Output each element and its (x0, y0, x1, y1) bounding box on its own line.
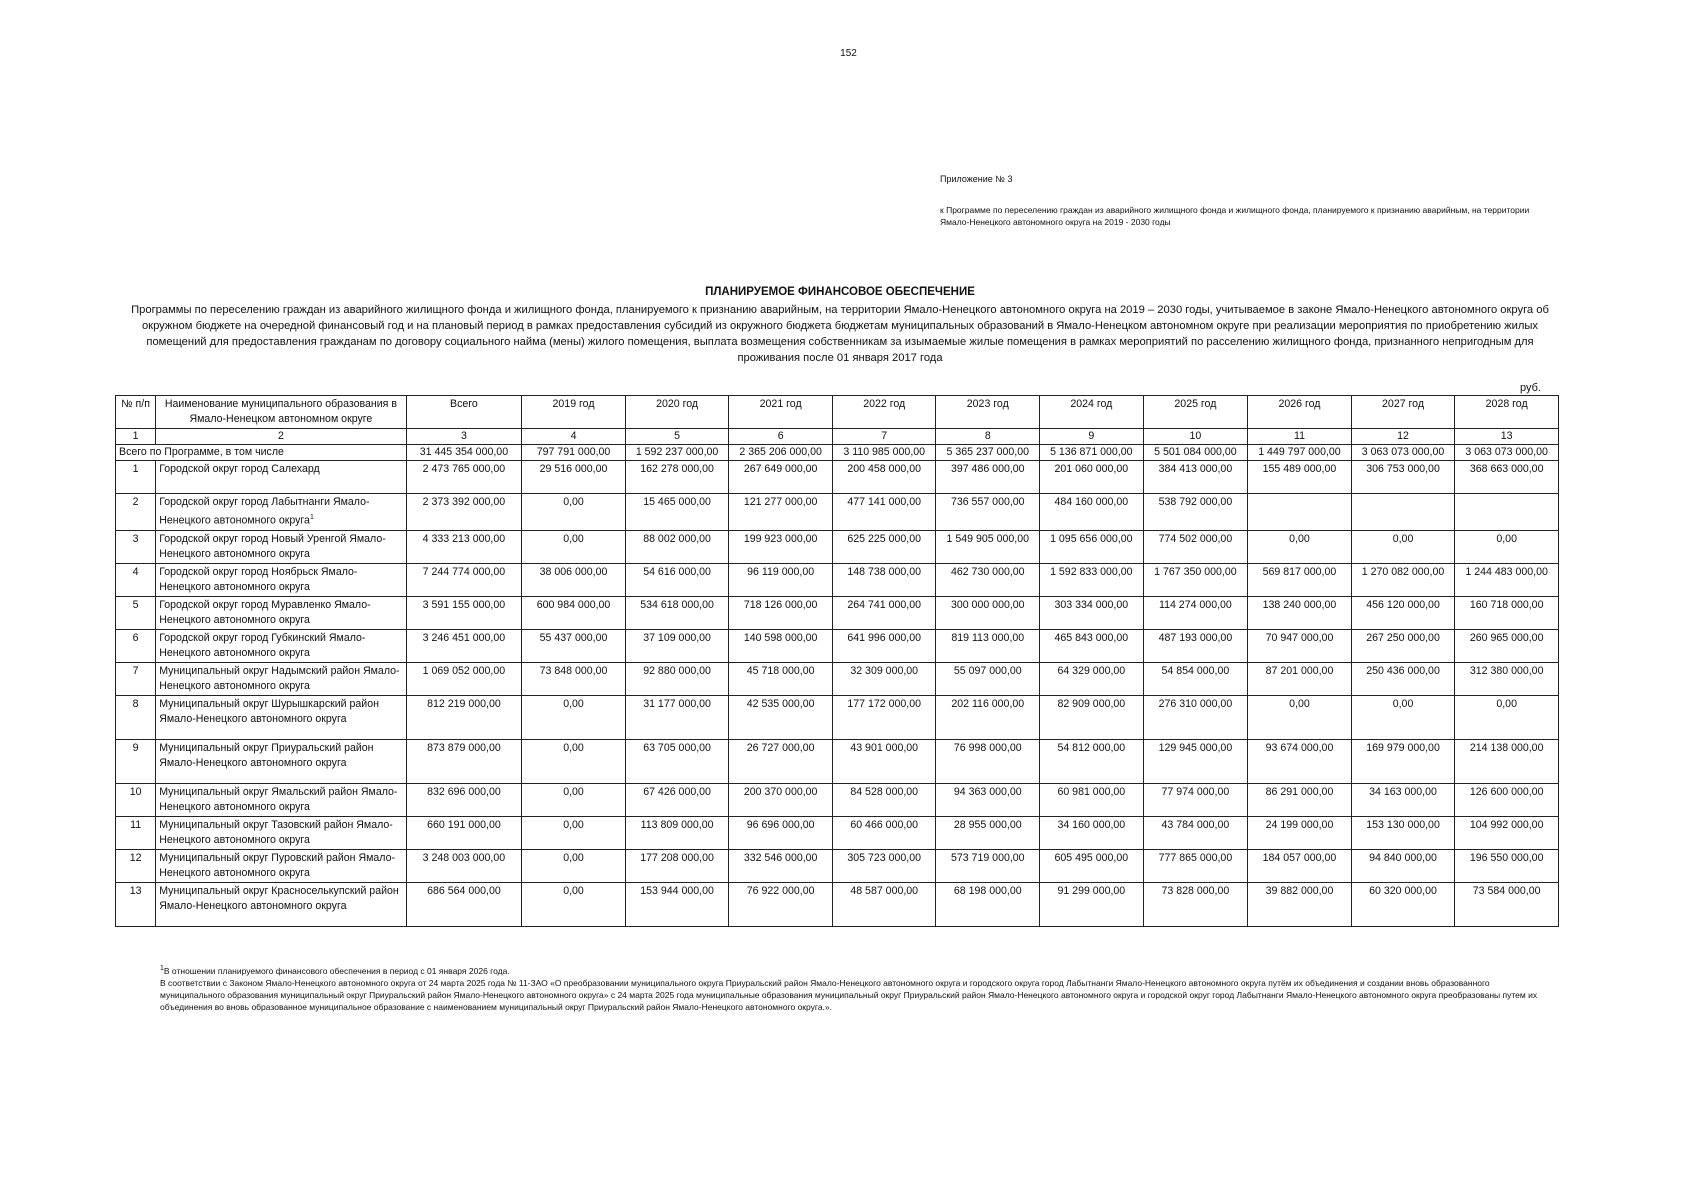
municipality-name-text: Муниципальный округ Ямальский район Ямало-Ненецкого автономного округа (159, 785, 398, 813)
column-number: 1 (116, 429, 156, 445)
amount-cell: 660 191 000,00 (406, 816, 522, 849)
amount-cell: 84 528 000,00 (832, 783, 936, 816)
amount-cell: 34 160 000,00 (1040, 816, 1144, 849)
amount-cell: 0,00 (522, 739, 626, 783)
row-number: 6 (116, 629, 156, 662)
amount-cell: 605 495 000,00 (1040, 849, 1144, 882)
amount-cell: 94 363 000,00 (936, 783, 1040, 816)
column-number: 9 (1040, 429, 1144, 445)
amount-cell: 487 193 000,00 (1143, 629, 1248, 662)
amount-cell: 196 550 000,00 (1455, 849, 1559, 882)
amount-cell: 126 600 000,00 (1455, 783, 1559, 816)
amount-cell: 76 998 000,00 (936, 739, 1040, 783)
amount-cell: 202 116 000,00 (936, 695, 1040, 739)
row-number: 3 (116, 530, 156, 563)
amount-cell (1248, 494, 1352, 531)
header-cell: 2028 год (1455, 396, 1559, 429)
amount-cell: 812 219 000,00 (406, 695, 522, 739)
column-number: 10 (1143, 429, 1248, 445)
amount-cell: 0,00 (522, 530, 626, 563)
row-number: 10 (116, 783, 156, 816)
amount-cell: 45 718 000,00 (729, 662, 833, 695)
amount-cell: 42 535 000,00 (729, 695, 833, 739)
amount-cell: 3 246 451 000,00 (406, 629, 522, 662)
amount-cell: 300 000 000,00 (936, 596, 1040, 629)
footnote-text-2: В соответствии с Законом Ямало-Ненецкого автономного округа от 24 марта 2025 года № 11-ЗАО «О преобразовании муниципального округа Приуральский район Ямало-Ненецкого автономного округа и городского округа город Лабытнанги Ямало-Ненецкого автономного округа путём их объединения и создании вновь образованного муниципального образования муниципальный округ Приуральский район Ямало-Ненецкого автономного округа» с 24 марта 2025 года муниципальные образования муниципальный округ Приуральский район Ямало-Ненецкого автономного округа и городской округ город Лабытнанги Ямало-Ненецкого автономного округа преобразованы путем их объединения во вновь образованное муниципальное образование с наименованием муниципальный округ Приуральский район Ямало-Ненецкого автономного округа.». (160, 977, 1538, 1012)
amount-cell: 76 922 000,00 (729, 882, 833, 926)
header-cell: Всего (406, 396, 522, 429)
municipality-name (156, 563, 406, 596)
header-cell: 2024 год (1040, 396, 1144, 429)
amount-cell: 148 738 000,00 (832, 563, 936, 596)
row-number: 8 (116, 695, 156, 739)
table-row (116, 494, 1559, 531)
amount-cell: 26 727 000,00 (729, 739, 833, 783)
row-number: 9 (116, 739, 156, 783)
amount-cell: 777 865 000,00 (1143, 849, 1248, 882)
municipality-name (156, 461, 406, 494)
amount-cell: 0,00 (522, 494, 626, 531)
total-value: 5 136 871 000,00 (1040, 445, 1144, 461)
row-number: 5 (116, 596, 156, 629)
amount-cell: 462 730 000,00 (936, 563, 1040, 596)
amount-cell: 3 248 003 000,00 (406, 849, 522, 882)
municipality-name (156, 662, 406, 695)
amount-cell: 169 979 000,00 (1351, 739, 1455, 783)
municipality-name-text: Городской округ город Салехард (159, 463, 320, 475)
amount-cell: 873 879 000,00 (406, 739, 522, 783)
amount-cell: 0,00 (522, 849, 626, 882)
amount-cell: 267 250 000,00 (1351, 629, 1455, 662)
amount-cell: 43 901 000,00 (832, 739, 936, 783)
amount-cell: 34 163 000,00 (1351, 783, 1455, 816)
municipality-name (156, 849, 406, 882)
amount-cell: 534 618 000,00 (625, 596, 729, 629)
amount-cell: 306 753 000,00 (1351, 461, 1455, 494)
amount-cell: 68 198 000,00 (936, 882, 1040, 926)
municipality-name (156, 494, 406, 531)
amount-cell: 60 981 000,00 (1040, 783, 1144, 816)
amount-cell: 88 002 000,00 (625, 530, 729, 563)
amount-cell: 177 208 000,00 (625, 849, 729, 882)
municipality-name (156, 629, 406, 662)
amount-cell: 600 984 000,00 (522, 596, 626, 629)
amount-cell: 64 329 000,00 (1040, 662, 1144, 695)
total-label: Всего по Программе, в том числе (116, 445, 407, 461)
amount-cell: 0,00 (1248, 530, 1352, 563)
municipality-name (156, 530, 406, 563)
amount-cell: 456 120 000,00 (1351, 596, 1455, 629)
amount-cell: 384 413 000,00 (1143, 461, 1248, 494)
amount-cell: 7 244 774 000,00 (406, 563, 522, 596)
amount-cell: 91 299 000,00 (1040, 882, 1144, 926)
municipality-name (156, 783, 406, 816)
column-number: 2 (156, 429, 406, 445)
amount-cell (1351, 494, 1455, 531)
row-number: 4 (116, 563, 156, 596)
column-number: 3 (406, 429, 522, 445)
table-row (116, 530, 1559, 563)
amount-cell: 93 674 000,00 (1248, 739, 1352, 783)
header-cell: 2019 год (522, 396, 626, 429)
amount-cell: 477 141 000,00 (832, 494, 936, 531)
amount-cell: 2 473 765 000,00 (406, 461, 522, 494)
total-value: 3 063 073 000,00 (1351, 445, 1455, 461)
amount-cell: 55 097 000,00 (936, 662, 1040, 695)
total-value: 1 592 237 000,00 (625, 445, 729, 461)
column-number: 8 (936, 429, 1040, 445)
amount-cell: 312 380 000,00 (1455, 662, 1559, 695)
row-number: 11 (116, 816, 156, 849)
row-number: 2 (116, 494, 156, 531)
amount-cell: 0,00 (1455, 530, 1559, 563)
column-number: 5 (625, 429, 729, 445)
amount-cell: 184 057 000,00 (1248, 849, 1352, 882)
amount-cell: 104 992 000,00 (1455, 816, 1559, 849)
header-row (116, 396, 1559, 429)
amount-cell: 54 812 000,00 (1040, 739, 1144, 783)
amount-cell: 200 370 000,00 (729, 783, 833, 816)
total-value: 3 063 073 000,00 (1455, 445, 1559, 461)
amount-cell: 276 310 000,00 (1143, 695, 1248, 739)
total-row (116, 445, 1559, 461)
amount-cell: 113 809 000,00 (625, 816, 729, 849)
total-value: 1 449 797 000,00 (1248, 445, 1352, 461)
amount-cell: 201 060 000,00 (1040, 461, 1144, 494)
municipality-name-text: Городской округ город Муравленко Ямало-Ненецкого автономного округа (159, 598, 371, 626)
table-row (116, 629, 1559, 662)
column-number: 6 (729, 429, 833, 445)
total-value: 31 445 354 000,00 (406, 445, 522, 461)
amount-cell: 0,00 (522, 695, 626, 739)
amount-cell: 736 557 000,00 (936, 494, 1040, 531)
amount-cell: 368 663 000,00 (1455, 461, 1559, 494)
amount-cell: 625 225 000,00 (832, 530, 936, 563)
footnote-line-1 (160, 963, 1550, 977)
amount-cell: 774 502 000,00 (1143, 530, 1248, 563)
amount-cell: 70 947 000,00 (1248, 629, 1352, 662)
amount-cell: 1 767 350 000,00 (1143, 563, 1248, 596)
amount-cell: 819 113 000,00 (936, 629, 1040, 662)
amount-cell: 3 591 155 000,00 (406, 596, 522, 629)
amount-cell: 4 333 213 000,00 (406, 530, 522, 563)
document-subheading: Программы по переселению граждан из аварийного жилищного фонда и жилищного фонда, планируемого к признанию аварийным, на территории Ямало-Ненецкого автономного округа на 2019 – 2030 годы, учитываемое в законе Ямало-Ненецкого автономного округа об окружном бюджете на очередной финансовый год и на плановый период в рамках предоставления субсидий из окружного бюджета бюджетам муниципальных образований в Ямало-Ненецком автономном округе при реализации мероприятия по приобретению жилых помещений для предоставления гражданам по договору социального найма (мены) жилого помещения, выплата возмещения собственникам за изымаемые жилые помещения в рамках мероприятий по расселению жилищного фонда, признанного непригодным для проживания после 01 января 2017 года (131, 304, 1549, 364)
header-cell: 2023 год (936, 396, 1040, 429)
municipality-name-text: Городской округ город Ноябрьск Ямало-Ненецкого автономного округа (159, 565, 358, 593)
amount-cell: 1 069 052 000,00 (406, 662, 522, 695)
header-cell: 2022 год (832, 396, 936, 429)
table-row (116, 563, 1559, 596)
row-number: 13 (116, 882, 156, 926)
amount-cell: 0,00 (1351, 695, 1455, 739)
total-value: 797 791 000,00 (522, 445, 626, 461)
amount-cell: 303 334 000,00 (1040, 596, 1144, 629)
amount-cell: 31 177 000,00 (625, 695, 729, 739)
municipality-name (156, 596, 406, 629)
total-value: 3 110 985 000,00 (832, 445, 936, 461)
amount-cell: 1 549 905 000,00 (936, 530, 1040, 563)
amount-cell: 60 466 000,00 (832, 816, 936, 849)
amount-cell: 54 854 000,00 (1143, 662, 1248, 695)
amount-cell: 200 458 000,00 (832, 461, 936, 494)
amount-cell: 43 784 000,00 (1143, 816, 1248, 849)
municipality-name-text: Муниципальный округ Надымский район Ямало-Ненецкого автономного округа (159, 664, 400, 692)
amount-cell: 718 126 000,00 (729, 596, 833, 629)
amount-cell: 1 592 833 000,00 (1040, 563, 1144, 596)
amount-cell: 484 160 000,00 (1040, 494, 1144, 531)
amount-cell: 0,00 (522, 816, 626, 849)
document-heading: ПЛАНИРУЕМОЕ ФИНАНСОВОЕ ОБЕСПЕЧЕНИЕ (705, 286, 975, 298)
amount-cell: 332 546 000,00 (729, 849, 833, 882)
amount-cell (1455, 494, 1559, 531)
total-value: 2 365 206 000,00 (729, 445, 833, 461)
amount-cell: 573 719 000,00 (936, 849, 1040, 882)
amount-cell: 92 880 000,00 (625, 662, 729, 695)
table-row (116, 783, 1559, 816)
municipality-name (156, 739, 406, 783)
row-number: 1 (116, 461, 156, 494)
amount-cell: 260 965 000,00 (1455, 629, 1559, 662)
column-number: 4 (522, 429, 626, 445)
footnote (160, 963, 1550, 1013)
amount-cell: 0,00 (1248, 695, 1352, 739)
amount-cell: 686 564 000,00 (406, 882, 522, 926)
total-value: 5 501 084 000,00 (1143, 445, 1248, 461)
municipality-name-text: Городской округ город Лабытнанги Ямало-Ненецкого автономного округа (159, 496, 370, 527)
amount-cell: 1 095 656 000,00 (1040, 530, 1144, 563)
amount-cell: 305 723 000,00 (832, 849, 936, 882)
amount-cell: 32 309 000,00 (832, 662, 936, 695)
amount-cell: 54 616 000,00 (625, 563, 729, 596)
amount-cell: 250 436 000,00 (1351, 662, 1455, 695)
amount-cell: 114 274 000,00 (1143, 596, 1248, 629)
table-row (116, 816, 1559, 849)
municipality-name-text: Муниципальный округ Красноселькупский район Ямало-Ненецкого автономного округа (159, 884, 399, 912)
amount-cell: 264 741 000,00 (832, 596, 936, 629)
amount-cell: 538 792 000,00 (1143, 494, 1248, 531)
amount-cell: 82 909 000,00 (1040, 695, 1144, 739)
column-number: 13 (1455, 429, 1559, 445)
amount-cell: 73 584 000,00 (1455, 882, 1559, 926)
header-cell: 2021 год (729, 396, 833, 429)
table-row (116, 596, 1559, 629)
amount-cell: 199 923 000,00 (729, 530, 833, 563)
header-cell: 2025 год (1143, 396, 1248, 429)
municipality-name-text: Городской округ город Губкинский Ямало-Ненецкого автономного округа (159, 631, 366, 659)
amount-cell: 832 696 000,00 (406, 783, 522, 816)
header-cell: 2020 год (625, 396, 729, 429)
amount-cell: 267 649 000,00 (729, 461, 833, 494)
municipality-name (156, 695, 406, 739)
row-number: 12 (116, 849, 156, 882)
amount-cell: 63 705 000,00 (625, 739, 729, 783)
amount-cell: 0,00 (522, 882, 626, 926)
municipality-name-text: Муниципальный округ Тазовский район Ямало-Ненецкого автономного округа (159, 818, 393, 846)
amount-cell: 87 201 000,00 (1248, 662, 1352, 695)
amount-cell: 153 944 000,00 (625, 882, 729, 926)
column-number-row (116, 429, 1559, 445)
amount-cell: 37 109 000,00 (625, 629, 729, 662)
table-row (116, 882, 1559, 926)
municipality-name-text: Муниципальный округ Пуровский район Ямало-Ненецкого автономного округа (159, 851, 395, 879)
amount-cell: 29 516 000,00 (522, 461, 626, 494)
amount-cell: 0,00 (522, 783, 626, 816)
header-cell: 2026 год (1248, 396, 1352, 429)
amount-cell: 162 278 000,00 (625, 461, 729, 494)
header-cell: Наименование муниципального образования в Ямало-Ненецком автономном округе (156, 396, 406, 429)
amount-cell: 24 199 000,00 (1248, 816, 1352, 849)
footnote-reference: 1 (309, 514, 314, 521)
table-row (116, 849, 1559, 882)
table-row (116, 461, 1559, 494)
amount-cell: 569 817 000,00 (1248, 563, 1352, 596)
column-number: 11 (1248, 429, 1352, 445)
amount-cell: 0,00 (1351, 530, 1455, 563)
amount-cell: 129 945 000,00 (1143, 739, 1248, 783)
amount-cell: 96 696 000,00 (729, 816, 833, 849)
footnote-text-1: В отношении планируемого финансового обеспечения в период с 01 января 2026 года. (163, 965, 510, 976)
amount-cell: 155 489 000,00 (1248, 461, 1352, 494)
amount-cell: 1 244 483 000,00 (1455, 563, 1559, 596)
amount-cell: 94 840 000,00 (1351, 849, 1455, 882)
appendix-label: Приложение № 3 (940, 174, 1013, 184)
amount-cell: 48 587 000,00 (832, 882, 936, 926)
amount-cell: 1 270 082 000,00 (1351, 563, 1455, 596)
header-cell: № п/п (116, 396, 156, 429)
amount-cell: 67 426 000,00 (625, 783, 729, 816)
amount-cell: 96 119 000,00 (729, 563, 833, 596)
amount-cell: 55 437 000,00 (522, 629, 626, 662)
row-number: 7 (116, 662, 156, 695)
amount-cell: 77 974 000,00 (1143, 783, 1248, 816)
appendix-note: к Программе по переселению граждан из аварийного жилищного фонда и жилищного фонда, планируемого к признанию аварийным, на территории Ямало-Ненецкого автономного округа на 2019 - 2030 годы (940, 205, 1530, 227)
municipality-name-text: Муниципальный округ Шурышкарский район Ямало-Ненецкого автономного округа (159, 697, 379, 725)
footnote-marker: 1 (160, 965, 164, 972)
page-number: 152 (840, 48, 857, 59)
municipality-name (156, 816, 406, 849)
municipality-name-text: Муниципальный округ Приуральский район Ямало-Ненецкого автономного округа (159, 741, 374, 769)
table-row (116, 695, 1559, 739)
amount-cell: 86 291 000,00 (1248, 783, 1352, 816)
amount-cell: 465 843 000,00 (1040, 629, 1144, 662)
amount-cell: 39 882 000,00 (1248, 882, 1352, 926)
amount-cell: 38 006 000,00 (522, 563, 626, 596)
amount-cell: 397 486 000,00 (936, 461, 1040, 494)
amount-cell: 121 277 000,00 (729, 494, 833, 531)
amount-cell: 0,00 (1455, 695, 1559, 739)
amount-cell: 140 598 000,00 (729, 629, 833, 662)
municipality-name-text: Городской округ город Новый Уренгой Ямало-Ненецкого автономного округа (159, 532, 386, 560)
amount-cell: 641 996 000,00 (832, 629, 936, 662)
amount-cell: 28 955 000,00 (936, 816, 1040, 849)
amount-cell: 214 138 000,00 (1455, 739, 1559, 783)
column-number: 12 (1351, 429, 1455, 445)
amount-cell: 15 465 000,00 (625, 494, 729, 531)
table-row (116, 739, 1559, 783)
header-cell: 2027 год (1351, 396, 1455, 429)
amount-cell: 73 848 000,00 (522, 662, 626, 695)
table-row (116, 662, 1559, 695)
amount-cell: 153 130 000,00 (1351, 816, 1455, 849)
currency-unit: руб. (1520, 382, 1541, 394)
total-value: 5 365 237 000,00 (936, 445, 1040, 461)
amount-cell: 177 172 000,00 (832, 695, 936, 739)
amount-cell: 73 828 000,00 (1143, 882, 1248, 926)
amount-cell: 160 718 000,00 (1455, 596, 1559, 629)
amount-cell: 2 373 392 000,00 (406, 494, 522, 531)
municipality-name (156, 882, 406, 926)
amount-cell: 60 320 000,00 (1351, 882, 1455, 926)
financing-table (115, 395, 1559, 927)
amount-cell: 138 240 000,00 (1248, 596, 1352, 629)
table-body (116, 445, 1559, 927)
column-number: 7 (832, 429, 936, 445)
